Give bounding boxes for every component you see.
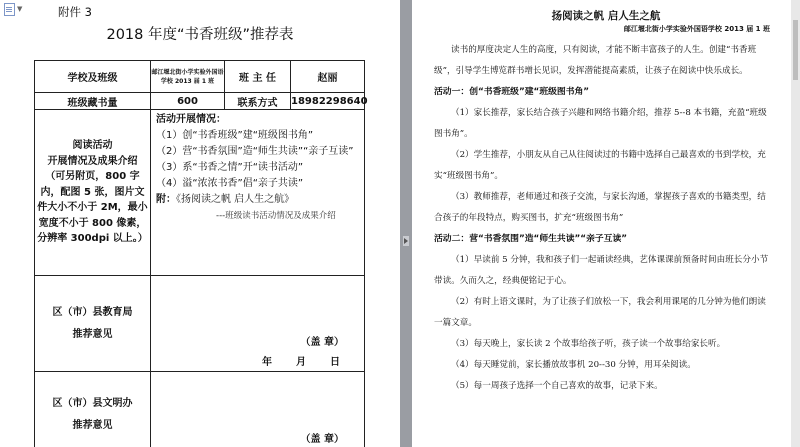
contact-label: 联系方式 xyxy=(225,93,291,110)
body-paragraph: （2）有时上语文课时，为了让孩子们放松一下，我会利用课尾的几分钟为他们朗读一篇文章。 xyxy=(434,297,766,328)
body-paragraph: （5）每一周孩子选择一个自己喜欢的故事，记录下来。 xyxy=(451,381,663,391)
body-paragraph: （1）家长推荐，家长结合孩子兴趣和网络书籍介绍，推荐 5--8 本书籍，充盈“班级图书角”。 xyxy=(434,108,767,139)
edu-bureau-opinion-cell xyxy=(151,276,365,372)
date-day: 日 xyxy=(330,357,340,368)
civil-office-opinion-cell xyxy=(151,372,365,447)
seal-text: （盖 章） xyxy=(300,434,344,445)
activity-description-label: 阅读活动 开展情况及成果介绍 （可另附页，800 字内，配图 5 张，图片文件大小不小于 2M，最小宽度不小于 800 像素，分辨率 300dpi 以上。） xyxy=(35,110,151,276)
body-paragraph: （1）早读前 5 分钟，我和孩子们一起诵读经典，艺体课课前预备时间由班长分小节带读。久而久之，经典便铭记于心。 xyxy=(434,255,769,286)
attach-value: 《扬阅读之帆 启人生之航》 xyxy=(176,194,295,205)
contact-value: 18982298640 xyxy=(291,93,365,110)
edu-bureau-label: 区（市）县教育局 推荐意见 xyxy=(35,276,151,372)
section-heading: 活动二：营“书香氛围”造“师生共读”“亲子互读” xyxy=(434,234,628,244)
split-handle[interactable] xyxy=(403,236,409,246)
article-title: 扬阅读之帆 启人生之航 xyxy=(551,10,661,22)
activity-heading: 活动开展情况： xyxy=(156,114,226,125)
vertical-scrollbar[interactable] xyxy=(791,0,800,447)
teacher-label: 班 主 任 xyxy=(225,61,291,93)
document-icon[interactable] xyxy=(4,3,15,16)
date-month: 月 xyxy=(296,357,306,368)
body-paragraph: （3）每天晚上，家长读 2 个故事给孩子听，孩子读一个故事给家长听。 xyxy=(451,339,726,349)
book-count-value: 600 xyxy=(151,93,225,110)
activity-item: （1）创“书香班级”建“班级图书角” xyxy=(156,130,314,141)
teacher-value: 赵丽 xyxy=(291,61,365,93)
body-paragraph: （3）教师推荐，老师通过和孩子交流，与家长沟通，掌握孩子喜欢的书籍类型，结合孩子的年段特点，购买图书，扩充“班级图书角” xyxy=(434,192,766,223)
body-paragraph: （2）学生推荐，小朋友从自己从往阅读过的书籍中选择自己最喜欢的书到学校，充实“班级图书角”。 xyxy=(434,150,766,181)
body-paragraph: （4）每天睡觉前，家长播放故事机 20--30 分钟，用耳朵阅读。 xyxy=(451,360,696,370)
date-year: 年 xyxy=(262,357,272,368)
school-class-value: 邮江堰北街小学实验外国语学校 2013 届 1 班 xyxy=(151,61,225,93)
attachment-label: 附件 3 xyxy=(58,5,92,19)
section-heading: 活动一：创“书香班级”建“班级图书角” xyxy=(434,87,590,97)
date-line xyxy=(238,353,340,368)
page-title: 2018 年度“书香班级”推荐表 xyxy=(106,27,294,43)
activity-item: （3）系“书香之情”开“读书活动” xyxy=(156,162,304,173)
recommendation-form-table xyxy=(34,60,368,447)
page-divider xyxy=(400,0,412,447)
right-document-page xyxy=(412,0,800,447)
chevron-down-icon[interactable]: ▼ xyxy=(17,5,23,13)
school-class-label: 学校及班级 xyxy=(35,61,151,93)
activity-item: （2）营“书香氛围”造“师生共读”“亲子互读” xyxy=(156,146,354,157)
seal-text: （盖 章） xyxy=(300,337,344,348)
scrollbar-thumb[interactable] xyxy=(793,20,798,80)
body-paragraph: 读书的厚度决定人生的高度，只有阅读，才能不断丰富孩子的人生。创建“书香班级”，引导学生博览群书增长见识，发挥潜能提高素质，让孩子在阅读中快乐成长。 xyxy=(434,45,757,76)
civil-office-label: 区（市）县文明办 推荐意见 xyxy=(35,372,151,447)
book-count-label: 班级藏书量 xyxy=(35,93,151,110)
attach-label: 附： xyxy=(156,194,176,205)
school-class-line: 邮江堰北街小学实验外国语学校 2013 届 1 班 xyxy=(623,25,770,33)
attach-subtitle: ---班级读书活动情况及成果介绍 xyxy=(216,211,336,221)
activity-content-cell xyxy=(151,110,365,276)
activity-item: （4）溢“浓浓书香”倡“亲子共读” xyxy=(156,178,304,189)
article-body xyxy=(434,40,774,397)
